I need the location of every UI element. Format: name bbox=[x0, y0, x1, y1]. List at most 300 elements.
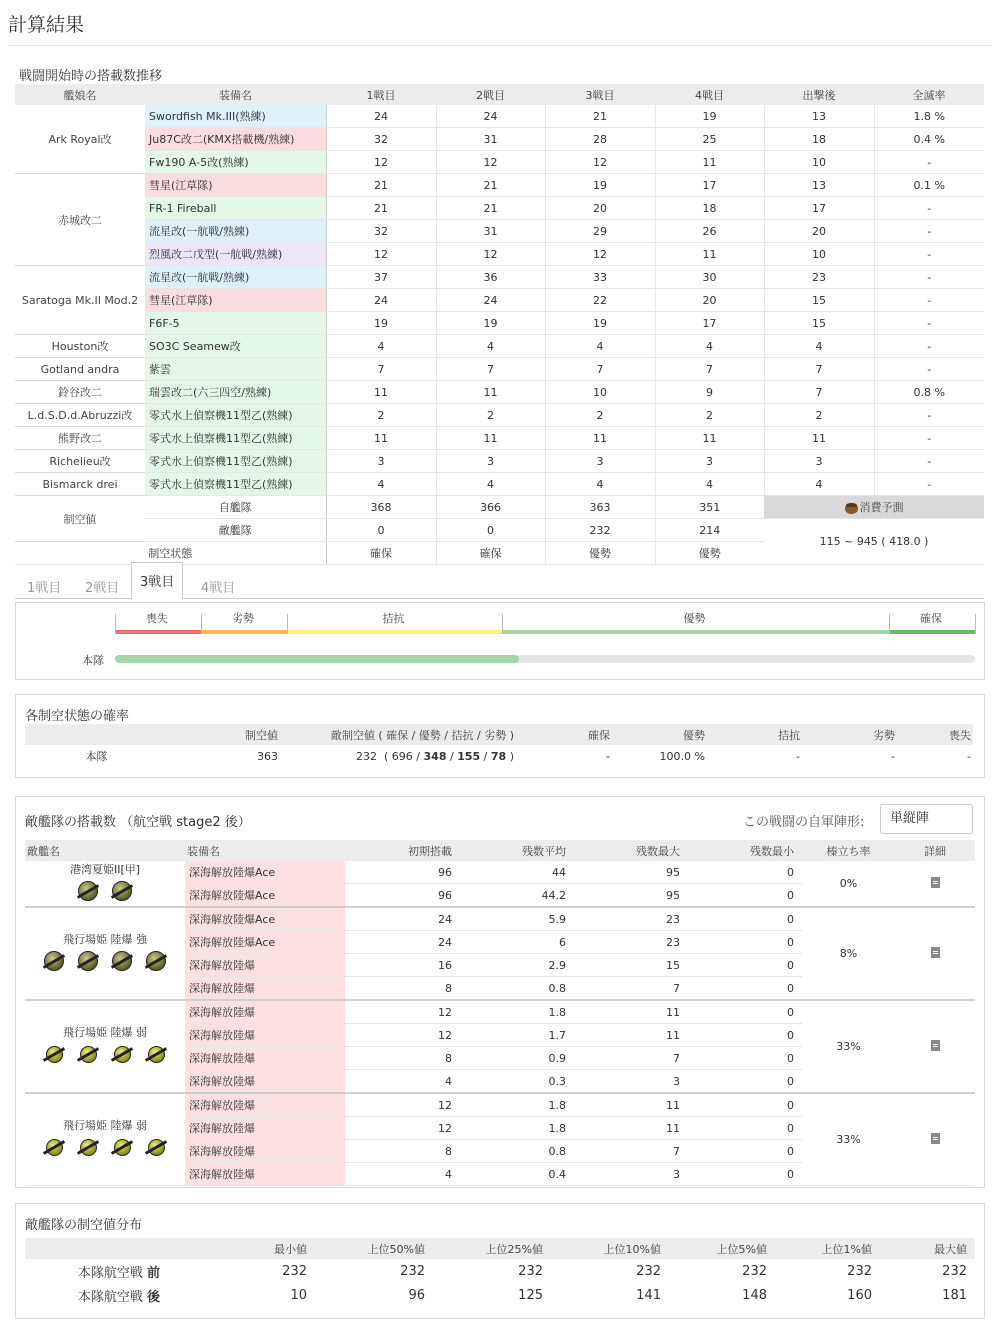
slot-value: 4 bbox=[436, 473, 545, 496]
ship-name: Ark Royal改 bbox=[15, 105, 145, 174]
slot-value: 4 bbox=[655, 335, 764, 358]
distribution-value: 232 bbox=[942, 1263, 967, 1279]
slot-value: 11 bbox=[545, 427, 655, 450]
enemy-plane-icons bbox=[25, 1042, 185, 1069]
enemy-equipment: 深海解放陸爆 bbox=[185, 1047, 345, 1070]
ship-name: 熊野改二 bbox=[15, 427, 145, 450]
table-row bbox=[15, 450, 984, 473]
slot-value: - bbox=[874, 473, 984, 496]
enemy-slot-value: 11 bbox=[574, 1000, 688, 1024]
slot-value: 4 bbox=[764, 335, 874, 358]
slot-value: 4 bbox=[764, 473, 874, 496]
slot-value: 32 bbox=[326, 220, 436, 243]
slot-value: 25 bbox=[655, 128, 764, 151]
slot-value: 23 bbox=[764, 266, 874, 289]
enemy-slot-value: 95 bbox=[574, 861, 688, 884]
slot-value: 2 bbox=[655, 404, 764, 427]
transition-header: 3戦目 bbox=[545, 84, 655, 105]
air-bar-label: 優勢 bbox=[683, 612, 706, 625]
slot-value: 7 bbox=[545, 358, 655, 381]
air-bar-label: 喪失 bbox=[146, 612, 168, 625]
slot-value: 11 bbox=[326, 427, 436, 450]
enemy-row bbox=[25, 1000, 975, 1024]
air-state-value: 確保 bbox=[436, 542, 545, 565]
enemy-slot-value: 1.7 bbox=[460, 1024, 574, 1047]
enemy-slot-value: 24 bbox=[345, 931, 460, 954]
slot-value: 20 bbox=[545, 197, 655, 220]
slot-value: - bbox=[874, 312, 984, 335]
enemy-ship-name: 飛行場姫 陸爆 弱 bbox=[63, 1026, 147, 1039]
distribution-row-label bbox=[25, 1283, 190, 1307]
slot-value: 20 bbox=[655, 289, 764, 312]
ship-name: Gotland andra bbox=[15, 358, 145, 381]
distribution-value: 148 bbox=[742, 1287, 767, 1303]
slot-value: 26 bbox=[655, 220, 764, 243]
shootdown-rate: 0% bbox=[802, 861, 895, 907]
enemy-equipment: 深海解放陸爆Ace bbox=[185, 931, 345, 954]
enemy-slot-value: 0 bbox=[688, 1163, 802, 1186]
slot-value: 11 bbox=[326, 381, 436, 404]
probability-header: 喪失 bbox=[903, 724, 973, 745]
slot-value: 7 bbox=[764, 358, 874, 381]
table-row bbox=[15, 473, 984, 496]
slot-value: 4 bbox=[545, 335, 655, 358]
slot-value: 7 bbox=[655, 358, 764, 381]
slot-value: 2 bbox=[545, 404, 655, 427]
slot-value: 15 bbox=[764, 312, 874, 335]
distribution-value: 141 bbox=[636, 1287, 661, 1303]
slot-value: - bbox=[874, 335, 984, 358]
land-bomber-icon bbox=[110, 949, 134, 973]
enemy-slot-value: 0 bbox=[688, 907, 802, 931]
distribution-value: 232 bbox=[636, 1263, 661, 1279]
enemy-row bbox=[25, 861, 975, 884]
distribution-value: 232 bbox=[742, 1263, 767, 1279]
enemy-equipment: 深海解放陸爆 bbox=[185, 1117, 345, 1140]
land-bomber-icon bbox=[110, 1042, 134, 1066]
slot-value: 10 bbox=[545, 381, 655, 404]
probability-header: 制空値 bbox=[168, 724, 286, 745]
enemy-ship-cell bbox=[25, 861, 185, 907]
distribution-header: 上位1%値 bbox=[775, 1238, 880, 1259]
slot-value: 4 bbox=[545, 473, 655, 496]
slot-value: 12 bbox=[326, 151, 436, 174]
enemy-slot-value: 0 bbox=[688, 954, 802, 977]
probability-header: 確保 bbox=[522, 724, 618, 745]
slot-value: 4 bbox=[326, 335, 436, 358]
probability-heading: 各制空状態の確率 bbox=[25, 709, 130, 724]
slot-value: - bbox=[874, 289, 984, 312]
slot-value: 4 bbox=[436, 335, 545, 358]
title-divider bbox=[8, 45, 992, 46]
distribution-row-label-bold: 後 bbox=[146, 1289, 160, 1305]
air-bar-track bbox=[115, 655, 975, 663]
formation-label: この戦闘の自軍陣形: bbox=[743, 815, 865, 830]
enemy-slot-value: 0 bbox=[688, 1117, 802, 1140]
slot-value: 11 bbox=[436, 427, 545, 450]
land-bomber-icon bbox=[42, 1135, 66, 1159]
enemy-slot-value: 0.3 bbox=[460, 1070, 574, 1094]
enemy-slot-value: 23 bbox=[574, 931, 688, 954]
probability-header: 優勢 bbox=[618, 724, 713, 745]
page-title: 計算結果 bbox=[8, 14, 85, 36]
transition-table bbox=[15, 84, 984, 565]
air-bar-divider bbox=[502, 614, 503, 634]
detail-cell bbox=[895, 907, 975, 1000]
slot-value: 12 bbox=[436, 243, 545, 266]
land-bomber-icon bbox=[76, 1135, 100, 1159]
enemy-header: 敵艦名 bbox=[25, 840, 185, 861]
slot-value: 10 bbox=[764, 243, 874, 266]
slot-value: 17 bbox=[764, 197, 874, 220]
ship-name: Saratoga Mk.II Mod.2 bbox=[15, 266, 145, 335]
slot-value: - bbox=[874, 266, 984, 289]
slot-value: 7 bbox=[436, 358, 545, 381]
enemy-fleet-label: 敵艦隊 bbox=[145, 519, 326, 542]
slot-value: - bbox=[874, 358, 984, 381]
enemy-slot-value: 11 bbox=[574, 1117, 688, 1140]
enemy-plane-icons bbox=[25, 879, 185, 906]
enemy-row bbox=[25, 907, 975, 931]
enemy-ship-name: 飛行場姫 陸爆 強 bbox=[63, 933, 147, 946]
slot-value: 3 bbox=[326, 450, 436, 473]
enemy-equipment: 深海解放陸爆 bbox=[185, 1093, 345, 1117]
enemy-equipment: 深海解放陸爆Ace bbox=[185, 907, 345, 931]
slot-value: 12 bbox=[436, 151, 545, 174]
equipment-name: Fw190 A-5改(熟練) bbox=[145, 151, 326, 174]
enemy-slot-value: 0 bbox=[688, 1047, 802, 1070]
distribution-header: 上位25%値 bbox=[433, 1238, 551, 1259]
table-row bbox=[15, 266, 984, 289]
enemy-header: 装備名 bbox=[185, 840, 345, 861]
enemy-slot-value: 1.8 bbox=[460, 1093, 574, 1117]
land-bomber-icon bbox=[144, 1042, 168, 1066]
transition-header: 出撃後 bbox=[764, 84, 874, 105]
slot-value: 4 bbox=[655, 473, 764, 496]
distribution-header: 上位10%値 bbox=[551, 1238, 669, 1259]
enemy-slot-value: 12 bbox=[345, 1024, 460, 1047]
enemy-air-value: 214 bbox=[655, 519, 764, 542]
table-row bbox=[15, 312, 984, 335]
enemy-slot-value: 4 bbox=[345, 1163, 460, 1186]
enemy-slot-value: 12 bbox=[345, 1117, 460, 1140]
slot-value: 4 bbox=[326, 473, 436, 496]
own-air-value: 363 bbox=[545, 496, 655, 519]
air-bar-fill bbox=[115, 655, 519, 663]
enemy-air-value: 0 bbox=[436, 519, 545, 542]
equipment-name: 零式水上偵察機11型乙(熟練) bbox=[145, 427, 326, 450]
air-bar-label: 確保 bbox=[920, 612, 942, 625]
table-row bbox=[15, 358, 984, 381]
prob-enemy-air: 232 ( 696 / 348 / 155 / 78 ) bbox=[356, 749, 514, 763]
distribution-value: 232 bbox=[400, 1263, 425, 1279]
table-row bbox=[15, 105, 984, 128]
slot-value: 21 bbox=[436, 174, 545, 197]
distribution-value: 160 bbox=[847, 1287, 872, 1303]
slot-value: - bbox=[874, 151, 984, 174]
distribution-table bbox=[25, 1238, 975, 1307]
enemy-slot-value: 0 bbox=[688, 977, 802, 1001]
table-row bbox=[15, 404, 984, 427]
enemy-equipment: 深海解放陸爆 bbox=[185, 1070, 345, 1094]
tab-battle-2[interactable]: 2戦目 bbox=[85, 581, 120, 596]
slot-value: 24 bbox=[436, 105, 545, 128]
document-icon[interactable] bbox=[931, 877, 940, 888]
slot-value: 13 bbox=[764, 174, 874, 197]
slot-value: 33 bbox=[545, 266, 655, 289]
slot-value: 3 bbox=[436, 450, 545, 473]
equipment-name: 烈風改二戊型(一航戦/熟練) bbox=[145, 243, 326, 266]
acorn-icon bbox=[845, 503, 858, 514]
slot-value: 3 bbox=[655, 450, 764, 473]
enemy-slot-value: 0.8 bbox=[460, 977, 574, 1001]
equipment-name: 零式水上偵察機11型乙(熟練) bbox=[145, 450, 326, 473]
enemy-slot-value: 0.8 bbox=[460, 1140, 574, 1163]
slot-value: - bbox=[874, 243, 984, 266]
slot-value: 11 bbox=[655, 427, 764, 450]
air-bar-segment bbox=[287, 630, 502, 634]
slot-value: 19 bbox=[655, 105, 764, 128]
enemy-slot-value: 0 bbox=[688, 1024, 802, 1047]
enemy-equipment: 深海解放陸爆Ace bbox=[185, 861, 345, 884]
slot-value: 31 bbox=[436, 220, 545, 243]
land-bomber-icon bbox=[144, 949, 168, 973]
slot-value: 3 bbox=[764, 450, 874, 473]
enemy-equipment: 深海解放陸爆 bbox=[185, 977, 345, 1001]
slot-value: 11 bbox=[764, 427, 874, 450]
enemy-header: 初期搭載 bbox=[345, 840, 460, 861]
equipment-name: 彗星(江草隊) bbox=[145, 174, 326, 197]
slot-value: 15 bbox=[764, 289, 874, 312]
table-row bbox=[15, 197, 984, 220]
prob-air: 363 bbox=[257, 749, 278, 763]
slot-value: 11 bbox=[436, 381, 545, 404]
transition-header: 1戦目 bbox=[326, 84, 436, 105]
enemy-equipment: 深海解放陸爆Ace bbox=[185, 884, 345, 908]
slot-value: 17 bbox=[655, 174, 764, 197]
enemy-slot-value: 4 bbox=[345, 1070, 460, 1094]
air-bar-segment bbox=[889, 630, 975, 634]
document-icon[interactable] bbox=[931, 1133, 940, 1144]
slot-value: 21 bbox=[545, 105, 655, 128]
slot-value: 3 bbox=[545, 450, 655, 473]
tab-battle-1[interactable]: 1戦目 bbox=[27, 581, 62, 596]
air-value-label: 制空値 bbox=[15, 496, 145, 542]
formation-select[interactable]: 単縦陣 bbox=[880, 804, 973, 834]
slot-value: 2 bbox=[436, 404, 545, 427]
distribution-row bbox=[25, 1283, 975, 1307]
enemy-slot-value: 0 bbox=[688, 1070, 802, 1094]
equipment-name: 流星改(一航戦/熟練) bbox=[145, 220, 326, 243]
land-bomber-icon bbox=[42, 949, 66, 973]
slot-value: 32 bbox=[326, 128, 436, 151]
slot-value: 24 bbox=[326, 289, 436, 312]
enemy-ship-name: 飛行場姫 陸爆 弱 bbox=[63, 1119, 147, 1132]
enemy-header: 残数最大 bbox=[574, 840, 688, 861]
slot-value: 24 bbox=[436, 289, 545, 312]
distribution-header: 最大値 bbox=[880, 1238, 975, 1259]
table-row bbox=[15, 220, 984, 243]
enemy-slot-value: 0 bbox=[688, 861, 802, 884]
distribution-row-label-text: 本隊航空戦 bbox=[77, 1265, 147, 1281]
prob-denial: - bbox=[891, 749, 895, 763]
equipment-name: Ju87C改二(KMX搭載機/熟練) bbox=[145, 128, 326, 151]
transition-header: 装備名 bbox=[145, 84, 326, 105]
transition-heading: 戦闘開始時の搭載数推移 bbox=[19, 69, 163, 84]
enemy-slot-value: 16 bbox=[345, 954, 460, 977]
air-own-row bbox=[15, 496, 984, 519]
enemy-slot-value: 1.8 bbox=[460, 1117, 574, 1140]
slot-value: 36 bbox=[436, 266, 545, 289]
table-row bbox=[15, 243, 984, 266]
slot-value: 29 bbox=[545, 220, 655, 243]
enemy-slot-value: 44 bbox=[460, 861, 574, 884]
enemy-slot-value: 8 bbox=[345, 1140, 460, 1163]
distribution-header bbox=[25, 1238, 190, 1259]
table-row bbox=[15, 335, 984, 358]
slot-value: 24 bbox=[326, 105, 436, 128]
enemy-ship-cell bbox=[25, 907, 185, 1000]
table-row bbox=[15, 381, 984, 404]
slot-value: 17 bbox=[655, 312, 764, 335]
enemy-slot-value: 7 bbox=[574, 977, 688, 1001]
slot-value: 28 bbox=[545, 128, 655, 151]
slot-value: 22 bbox=[545, 289, 655, 312]
own-air-value: 351 bbox=[655, 496, 764, 519]
enemy-table bbox=[25, 840, 975, 1186]
enemy-air-value: 232 bbox=[545, 519, 655, 542]
tab-battle-4[interactable]: 4戦目 bbox=[201, 581, 236, 596]
slot-value: 2 bbox=[764, 404, 874, 427]
slot-value: 18 bbox=[764, 128, 874, 151]
slot-value: 11 bbox=[655, 243, 764, 266]
forecast-label: 消費予測 bbox=[859, 501, 904, 514]
tab-battle-3[interactable]: 3戦目 bbox=[131, 562, 183, 600]
distribution-header: 上位5%値 bbox=[669, 1238, 775, 1259]
enemy-slot-value: 8 bbox=[345, 977, 460, 1001]
enemy-slot-value: 15 bbox=[574, 954, 688, 977]
slot-value: 19 bbox=[326, 312, 436, 335]
enemy-equipment: 深海解放陸爆 bbox=[185, 954, 345, 977]
detail-cell bbox=[895, 1000, 975, 1093]
land-bomber-icon bbox=[76, 1042, 100, 1066]
enemy-slot-value: 3 bbox=[574, 1070, 688, 1094]
transition-header: 全滅率 bbox=[874, 84, 984, 105]
equipment-name: FR-1 Fireball bbox=[145, 197, 326, 220]
forecast-value: 115 ~ 945 ( 418.0 ) bbox=[764, 519, 984, 565]
enemy-slot-value: 7 bbox=[574, 1140, 688, 1163]
ship-name: Houston改 bbox=[15, 335, 145, 358]
enemy-slot-value: 24 bbox=[345, 907, 460, 931]
enemy-slot-value: 0 bbox=[688, 1093, 802, 1117]
land-bomber-icon bbox=[110, 879, 134, 903]
document-icon[interactable] bbox=[931, 947, 940, 958]
air-state-value: 確保 bbox=[326, 542, 436, 565]
equipment-name: 零式水上偵察機11型乙(熟練) bbox=[145, 473, 326, 496]
equipment-name: 零式水上偵察機11型乙(熟練) bbox=[145, 404, 326, 427]
ship-name: Bismarck drei bbox=[15, 473, 145, 496]
slot-value: 7 bbox=[326, 358, 436, 381]
enemy-slot-value: 2.9 bbox=[460, 954, 574, 977]
enemy-slot-value: 96 bbox=[345, 884, 460, 908]
slot-value: 0.8 % bbox=[874, 381, 984, 404]
slot-value: 9 bbox=[655, 381, 764, 404]
distribution-header: 上位50%値 bbox=[315, 1238, 433, 1259]
enemy-ship-cell bbox=[25, 1093, 185, 1186]
land-bomber-icon bbox=[144, 1135, 168, 1159]
slot-value: 37 bbox=[326, 266, 436, 289]
slot-value: - bbox=[874, 197, 984, 220]
enemy-slot-value: 0.4 bbox=[460, 1163, 574, 1186]
slot-value: 12 bbox=[326, 243, 436, 266]
equipment-name: 流星改(一航戦/熟練) bbox=[145, 266, 326, 289]
enemy-slot-value: 11 bbox=[574, 1093, 688, 1117]
enemy-slot-value: 11 bbox=[574, 1024, 688, 1047]
equipment-name: Swordfish Mk.III(熟練) bbox=[145, 105, 326, 128]
distribution-value: 232 bbox=[282, 1263, 307, 1279]
enemy-slot-value: 3 bbox=[574, 1163, 688, 1186]
own-fleet-label: 自艦隊 bbox=[145, 496, 326, 519]
enemy-ship-name: 港湾夏姫II[甲] bbox=[69, 863, 141, 876]
enemy-slot-value: 0.9 bbox=[460, 1047, 574, 1070]
slot-value: 10 bbox=[764, 151, 874, 174]
enemy-slot-value: 1.8 bbox=[460, 1000, 574, 1024]
slot-value: 2 bbox=[326, 404, 436, 427]
ship-name: Richelieu改 bbox=[15, 450, 145, 473]
distribution-value: 96 bbox=[408, 1287, 425, 1303]
slot-value: 30 bbox=[655, 266, 764, 289]
enemy-plane-icons bbox=[25, 949, 185, 976]
distribution-row-label-bold: 前 bbox=[146, 1265, 160, 1281]
table-row bbox=[15, 174, 984, 197]
air-bar-label: 劣勢 bbox=[232, 612, 254, 625]
forecast-header bbox=[764, 496, 984, 519]
enemy-header: 残数最小 bbox=[688, 840, 802, 861]
distribution-row bbox=[25, 1259, 975, 1283]
air-bar-divider bbox=[115, 614, 116, 634]
air-bar-divider bbox=[889, 614, 890, 634]
own-air-value: 368 bbox=[326, 496, 436, 519]
document-icon[interactable] bbox=[931, 1040, 940, 1051]
detail-cell bbox=[895, 861, 975, 907]
equipment-name: 瑞雲改二(六三四空/熟練) bbox=[145, 381, 326, 404]
shootdown-rate: 8% bbox=[802, 907, 895, 1000]
enemy-plane-icons bbox=[25, 1135, 185, 1162]
slot-value: - bbox=[874, 404, 984, 427]
distribution-row-label bbox=[25, 1259, 190, 1283]
slot-value: 19 bbox=[545, 174, 655, 197]
slot-value: 1.8 % bbox=[874, 105, 984, 128]
land-bomber-icon bbox=[76, 949, 100, 973]
enemy-header: 残数平均 bbox=[460, 840, 574, 861]
slot-value: - bbox=[874, 450, 984, 473]
slot-value: - bbox=[874, 220, 984, 243]
probability-header: 劣勢 bbox=[808, 724, 903, 745]
prob-row-name: 本隊 bbox=[85, 750, 108, 763]
slot-value: 13 bbox=[764, 105, 874, 128]
air-enemy-row bbox=[15, 519, 984, 542]
air-bar-divider bbox=[287, 614, 288, 634]
air-bar-fleet-label: 本隊 bbox=[82, 654, 104, 667]
enemy-slot-value: 0 bbox=[688, 931, 802, 954]
slot-value: 12 bbox=[545, 151, 655, 174]
table-row bbox=[15, 128, 984, 151]
air-bar-segment bbox=[502, 630, 889, 634]
slot-value: 12 bbox=[545, 243, 655, 266]
slot-value: 7 bbox=[764, 381, 874, 404]
enemy-equipment: 深海解放陸爆 bbox=[185, 1000, 345, 1024]
air-bar-label: 拮抗 bbox=[382, 612, 405, 625]
